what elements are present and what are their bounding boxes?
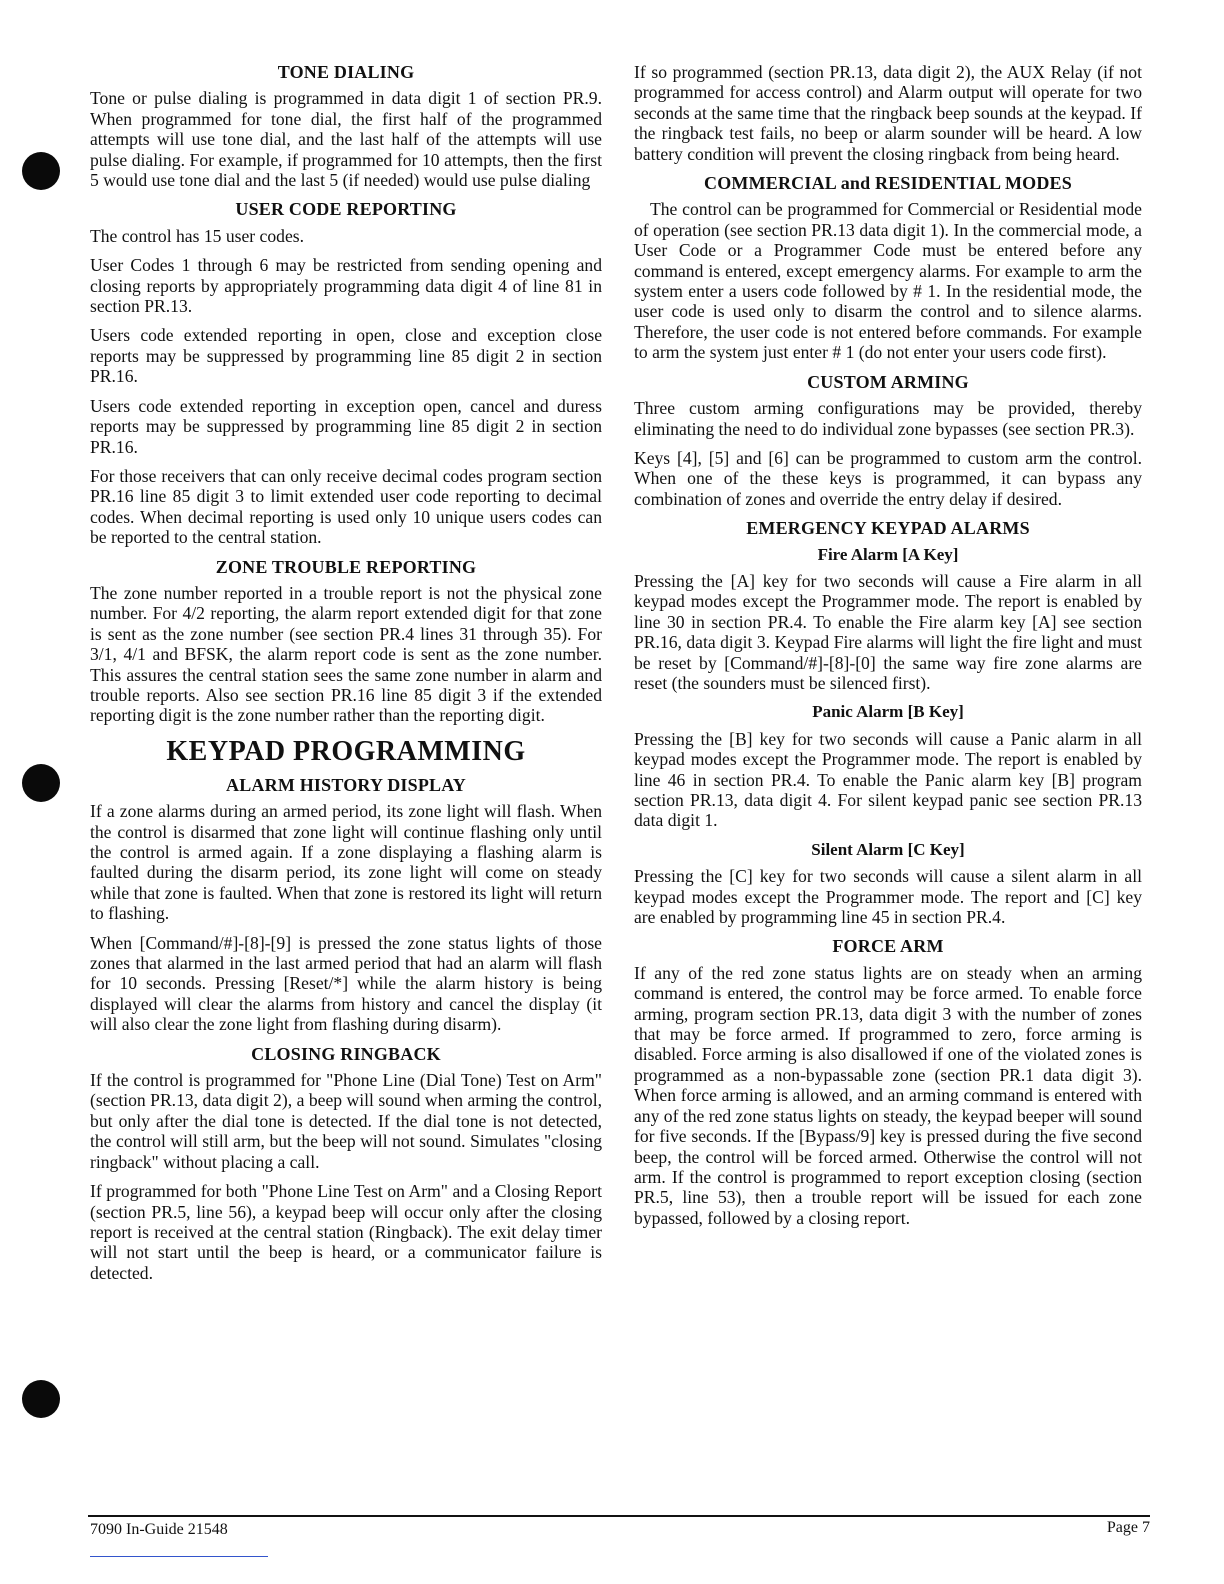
emergency-alarms-heading: EMERGENCY KEYPAD ALARMS	[746, 518, 1030, 539]
footer-underline	[90, 1556, 268, 1557]
force-arm-text: If any of the red zone status lights are on steady when an arming command is entered, the control may be force armed. To enable force arming, program section PR.13, data digit 3 with the number of zones that may be force armed. If programmed to zero, force arming is disabled. Force arming is also disallowed if one of the violated zones is programmed as a non-bypassable zone (section PR.1 data digit 3). When force arming is allowed, and an arming command is entered with any of the red zone status lights on steady, the keypad beeper will sound for five seconds. If the [Bypass/9] key is pressed during the five second beep, the control will be forced armed. Otherwise the control will not arm. If the control is programmed to report exception closing (section PR.5, line 53), then a trouble report will be issued for each zone bypassed, followed by a closing report.	[634, 962, 1142, 1228]
user-code-text-5: For those receivers that can only receive decimal codes program section PR.16 line 85 digit 3 to limit extended user code reporting to decimal codes. When decimal reporting is used only 10 unique users codes can be reported to the central station.	[90, 465, 602, 548]
modes-heading: COMMERCIAL and RESIDENTIAL MODES	[704, 173, 1072, 194]
zone-trouble-text: The zone number reported in a trouble report is not the physical zone number. For 4/2 reporting, the alarm report extended digit for that zone is sent as the zone number (see section PR.4 lines 31 through 35). For 3/1, 4/1 and BFSK, the alarm report code is sent as the zone number. This assures the central station sees the same zone number in alarm and trouble reports. Also see section PR.16 line 85 digit 3 if the extended reporting digit is the zone number rather than the reporting digit.	[90, 582, 602, 726]
custom-arming-heading: CUSTOM ARMING	[807, 371, 969, 392]
fire-alarm-heading: Fire Alarm [A Key]	[817, 544, 959, 564]
aux-relay-text: If so programmed (section PR.13, data digit 2), the AUX Relay (if not programmed for access control) and Alarm output will operate for two seconds at the same time that the ringback beep sounds at the keypad. If the ringback test fails, no beep or alarm sounder will be heard. A low battery condition will prevent the closing ringback from being heard.	[634, 62, 1142, 164]
user-code-text-2: User Codes 1 through 6 may be restricted from sending opening and closing reports by appropriately programming data digit 4 of line 81 in section PR.13.	[90, 255, 602, 317]
user-code-reporting-heading: USER CODE REPORTING	[235, 199, 457, 220]
keypad-programming-title: KEYPAD PROGRAMMING	[166, 735, 526, 767]
alarm-history-heading: ALARM HISTORY DISPLAY	[226, 774, 466, 795]
alarm-history-text-2: When [Command/#]-[8]-[9] is pressed the zone status lights of those zones that alarmed in the last armed period that had an alarm will flash for 10 seconds. Pressing [Reset/*] while the alarm history is being displayed will clear the alarms from history and cancel the display (it will also clear the zone light from flashing during disarm).	[90, 932, 602, 1035]
fire-alarm-text: Pressing the [A] key for two seconds will cause a Fire alarm in all keypad modes except the Programmer mode. The report is enabled by line 30 in section PR.4. To enable the Fire alarm key [A] see section PR.16, data digit 3. Keypad Fire alarms will light the fire light and must be reset by [Command/#]-[8]-[0] the same way fire zone alarms are reset (the sounders must be silenced first).	[634, 570, 1142, 693]
custom-arming-text-2: Keys [4], [5] and [6] can be programmed to custom arm the control. When one of the these keys is programmed, it can bypass any combination of zones and override the entry delay if desired.	[634, 447, 1142, 509]
footer-divider	[88, 1515, 1150, 1517]
footer-page-number: Page 7	[1106, 1519, 1150, 1536]
tone-dialing-heading: TONE DIALING	[277, 62, 415, 82]
force-arm-heading: FORCE ARM	[832, 936, 944, 957]
user-code-text-3: Users code extended reporting in open, close and exception close reports may be suppressed by programming line 85 digit 2 in section PR.16.	[90, 325, 602, 387]
user-code-text-4: Users code extended reporting in exception open, cancel and duress reports may be suppressed by programming line 85 digit 2 in section PR.16.	[90, 395, 602, 457]
silent-alarm-text: Pressing the [C] key for two seconds will cause a silent alarm in all keypad modes except the Programmer mode. The report and [C] key are enabled by programming line 45 in section PR.4.	[634, 866, 1142, 928]
panic-alarm-heading: Panic Alarm [B Key]	[812, 702, 964, 722]
binder-hole-top	[22, 152, 60, 190]
panic-alarm-text: Pressing the [B] key for two seconds will cause a Panic alarm in all keypad modes except the Programmer mode. The report is enabled by line 46 in section PR.4. To enable the Panic alarm key [B] program section PR.13, data digit 4. For silent keypad panic see section PR.13 data digit 1.	[634, 728, 1142, 831]
alarm-history-text-1: If a zone alarms during an armed period, its zone light will flash. When the control is disarmed that zone light will continue flashing only until the control is armed again. If a zone displaying a flashing alarm is faulted during the disarm period, its zone light will come on steady while that zone is faulted. When that zone is restored its light will return to flashing.	[90, 801, 602, 924]
closing-ringback-text-1: If the control is programmed for "Phone Line (Dial Tone) Test on Arm" (section PR.13, data digit 2), a beep will sound when arming the control, but only after the dial tone is detected. If the dial tone is not detected, the control will still arm, but the beep will not sound. Simulates "closing ringback" without placing a call.	[90, 1070, 602, 1172]
modes-text: The control can be programmed for Commercial or Residential mode of operation (see section PR.13 data digit 1). In the commercial mode, a User Code or a Programmer Code must be entered before any command is entered, except emergency alarms. For example to arm the system enter a users code followed by # 1. In the residential mode, the user code is used only to disarm the control and to silence alarms. Therefore, the user code is not entered before commands. For example to arm the system just enter # 1 (do not enter your users code first).	[634, 199, 1142, 363]
custom-arming-text-1: Three custom arming configurations may be provided, thereby eliminating the need to do individual zone bypasses (see section PR.3).	[634, 398, 1142, 439]
right-column	[634, 62, 1142, 1237]
user-code-text-1: The control has 15 user codes.	[90, 225, 304, 246]
closing-ringback-heading: CLOSING RINGBACK	[251, 1043, 441, 1064]
footer-document-id: 7090 In-Guide 21548	[90, 1521, 228, 1538]
left-column	[90, 62, 602, 1292]
closing-ringback-text-2: If programmed for both "Phone Line Test on Arm" and a Closing Report (section PR.5, line 56), a keypad beep will occur only after the closing report is received at the central station (Ringback). The exit delay timer will not start until the beep is heard, or a communicator failure is detected.	[90, 1181, 602, 1283]
zone-trouble-heading: ZONE TROUBLE REPORTING	[215, 556, 477, 577]
binder-hole-bottom	[22, 1380, 60, 1418]
silent-alarm-heading: Silent Alarm [C Key]	[811, 839, 965, 859]
tone-dialing-text: Tone or pulse dialing is programmed in data digit 1 of section PR.9. When programmed for tone dial, the first half of the programmed attempts will use tone dial, and the last half of the attempts will use pulse dialing. For example, if programmed for 10 attempts, then the first 5 would use tone dial and the last 5 (if needed) would use pulse dialing	[90, 88, 602, 191]
binder-hole-middle	[22, 764, 60, 802]
